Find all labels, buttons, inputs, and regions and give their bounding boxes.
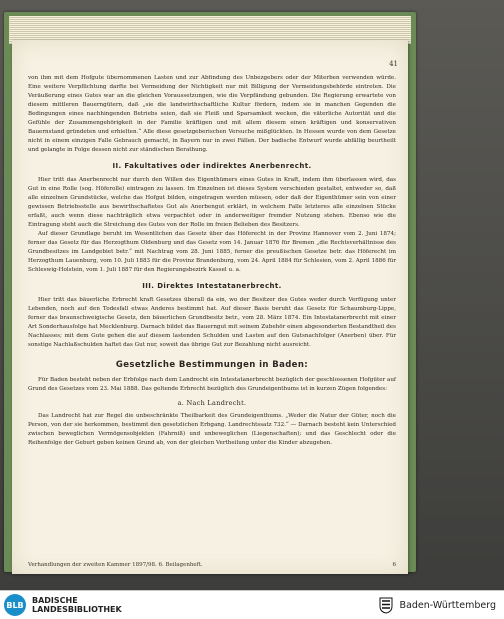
page-number: 41 [389,60,398,68]
bw-logo[interactable] [378,596,496,614]
section-heading: Gesetzliche Bestimmungen in Baden: [115,360,309,370]
blb-name [32,596,122,614]
paragraph: Hier tritt das bäuerliche Erbrecht kraft Gesetzes überall da ein, wo der Besitzer des Gutes weder durch Verfügung unter Lebenden, noch auf den Todesfall etwas Anderes bestimmt hat. Auf dieser Basis beruht das Gesetz für Schaumburg-Lippe, ferner das braunschweigische Gesetz, den bäuerlichen Grundbesitz betr., vom 28. März 1874. Ein Intestatanerbrecht mit einer Art Sonderhausfolge hat Mecklenburg. Darnach bildet das Bauerngut mit seinem Zubehör einen abgesonderten Bestandtheil des Nachlasses; mit dem Gute gehen die auf diesem lastenden Schulden und Lasten auf den Gutsnachfolger (Anerben) über. Für sonstige Nachlaßschulden haftet das Gut nur, soweit das übrige Gut zur Bezahlung nicht ausreicht. [28,297,396,348]
page-footer [28,562,396,568]
paragraph: von ihm mit dem Hofgute übernommenen Lasten und zur Abfindung des Unbezgebers oder der Miterben verwenden würde. Eine weitere Verpflichtung darfte bei Vermeidung der Nichtigkeit nur mit Billigung der Vermeidungsbehörde eintreten. Die Veräußerung eines Gutes war an die gleichen Voraussetzungen, wie die Verpfändung gebunden. Die Regierung erwartete von diesem mittleren Bauerngütern, daß „sie die landwirthschaftliche Kultur fördern, indem sie in manchen Gegenden die Bedingungen eines nachhingenden Betriebs seien, daß sie Fleiß und Sparsamkeit wecken, die väterliche Autorität und die Gefühle der Zusammengehörigkeit in der Familie kräftigen und mit allem diesem einen kräftigen und konservativen Bauernstand gründeten und erhielten.“ Alle diese gesetzgeberischen Versuche mißglückten. In Hessen wurde von dem Gesetze nicht in einem einzigen Falle Gebrauch gemacht, in Bayern nur in zwei Fällen. Der badische Entwurf wurde abfällig beurtheilt und gelangte in Folge dessen nicht zur ständischen Berathung. [28,75,396,153]
section-heading: III. Direktes Intestatanerbrecht. [142,282,282,290]
lions-crest-icon [378,596,394,614]
footer-sheet-number: 6 [392,562,396,568]
paragraph: Hier tritt das Anerbenrecht nur durch den Willen des Eigenthümers eines Gutes in Kraft, indem ihm überlassen wird, das Gut in eine Rolle (sog. Höferolle) eintragen zu lassen. Im Einzelnen ist dieses System verschieden gestaltet, entweder so, daß alle einzelnen Grundstücke, welche das Hofgut bilden, eingetragen werden müssen, oder daß der Eigenthümer sein von einer gewissen Betriebsstelle aus bewirthschaftetes Gut als Anerbengut erklärt, in welchem Falle letzteres alle einzelnen Stücke erfaßt, auch wenn diese nachträglich etwa verpachtet oder in anderweitiger fremder Nutzung stehen. Ebenso wie die Eintragung steht auch die Streichung des Gutes von der Rolle im freien Belieben des Besitzers. [28,177,396,228]
paragraph: Das Landrecht hat zur Regel die unbeschränkte Theilbarkeit des Grundeigenthums. „Weder die Natur der Güter, noch die Person, von der sie herkommen, bestimmt den gesetzlichen Erbgang. Landrechtssatz 732.“ — Darnach besteht kein Unterschied zwischen beweglichen Vermögensobjekten (Fahrniß) und unbeweglichen (Liegenschaften); und das Geschlecht oder die Reihenfolge der Geburt geben keinen Grund ab, von der gleichen Vertheilung unter die Kinder abzugehen. [28,413,396,446]
paragraph: Auf dieser Grundlage beruht im Wesentlichen das Gesetz über das Höferecht in der Provinz Hannover vom 2. Juni 1874; ferner das Gesetz für das Herzogthum Oldenburg und das Gesetz vom 14. Januar 1876 für Bremen „die Rechtsverhältnisse des Grundbesitzes im Landgebiet betr.“ mit Nachtrag vom 28. Juni 1885, ferner die preußischen Gesetze betr. das Höferecht im Herzogthum Lauenburg, vom 10. Juli 1883 für die Provinz Brandenburg, vom 24. April 1884 für Schlesien, vom 2. April 1886 für Schleswig-Holstein, vom 1. Juli 1887 für den Regierungsbezirk Kassel u. a. [28,231,396,273]
blb-logo[interactable] [4,594,122,616]
subsection-heading: a. Nach Landrecht. [177,399,247,407]
bw-wordmark: Baden-Württemberg [399,599,496,611]
footer-source: Verhandlungen der zweiten Kammer 1897/98. 6. Beilagenheft. [28,562,203,568]
paragraph: Für Baden besteht neben der Erbfolge nach dem Landrecht ein Intestatanerbrecht bezüglich der geschlossenen Hofgüter auf Grund des Gesetzes vom 23. Mai 1888. Das geltende Erbrecht bezüglich des Grundeigenthums ist in kurzen Zügen folgendes: [28,377,396,392]
blb-badge-icon: BLB [4,594,26,616]
blb-name-line: BADISCHE [32,596,78,605]
logo-bar [0,590,504,619]
page-body [28,74,396,448]
blb-name-line: LANDESBIBLIOTHEK [32,605,122,614]
document-page [12,40,408,574]
section-heading: II. Fakultatives oder indirektes Anerbenrecht. [112,162,312,170]
